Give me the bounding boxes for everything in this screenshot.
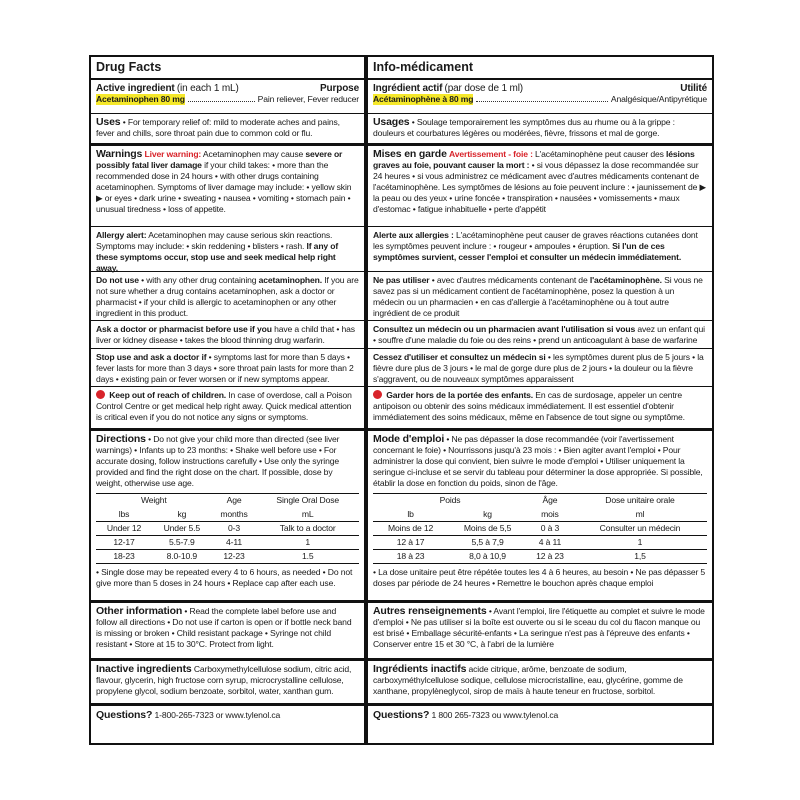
drug-facts-panel-fr bbox=[366, 55, 714, 745]
keep-out-text: En cas de surdosage, appeler un centre antipoison ou obtenir des soins médicaux immédiatement. Il est essentiel d'obtenir immédiatement des soins médicaux, même en l'absence de tout signe ou symptôme. bbox=[373, 390, 685, 422]
table-cell: 12 à 23 bbox=[527, 550, 573, 564]
other-information-section bbox=[368, 603, 712, 661]
uses-section bbox=[368, 114, 712, 146]
table-head-dose: Single Oral Dose bbox=[256, 494, 359, 508]
ask-doctor-section bbox=[91, 321, 364, 349]
table-unit: lb bbox=[373, 508, 448, 522]
table-cell: Consulter un médecin bbox=[573, 522, 707, 536]
other-info-heading: Other information bbox=[96, 605, 183, 617]
warnings-heading: Warnings bbox=[96, 148, 143, 160]
inactive-ingredients-section bbox=[368, 661, 712, 706]
warnings-heading: Mises en garde bbox=[373, 148, 447, 160]
questions-heading: Questions? bbox=[96, 709, 153, 721]
allergy-alert-text: Acetaminophen may cause serious skin reactions. Symptoms may include: • skin reddening • blisters • rash. bbox=[96, 230, 333, 251]
table-cell: 1 bbox=[573, 536, 707, 550]
active-heading-note: (par dose de 1 ml) bbox=[444, 83, 523, 94]
table-row bbox=[96, 550, 359, 564]
liver-warning-text: L'acétaminophène peut causer des bbox=[535, 149, 664, 159]
keep-out-label: Keep out of reach of children. bbox=[109, 390, 227, 400]
table-cell: 8,0 à 10,9 bbox=[448, 550, 527, 564]
allergy-alert-label: Allergy alert: bbox=[96, 230, 147, 240]
dosing-table-header bbox=[96, 494, 359, 508]
ask-doctor-text: have a child that • has liver or kidney disease • takes the blood thinning drug warfarin. bbox=[96, 324, 355, 345]
table-cell: 5.5-7.9 bbox=[152, 536, 212, 550]
do-not-use-label: Ne pas utiliser bbox=[373, 275, 430, 285]
table-unit: kg bbox=[448, 508, 527, 522]
table-cell: 12 à 17 bbox=[373, 536, 448, 550]
inactive-heading: Inactive ingredients bbox=[96, 663, 192, 675]
table-row bbox=[373, 522, 707, 536]
other-info-heading: Autres renseignements bbox=[373, 605, 487, 617]
table-cell: 8.0-10.9 bbox=[152, 550, 212, 564]
allergy-alert-text: L'acétaminophène peut causer de graves réactions cutanées dont les symptômes peuvent inclure : • rougeur • ampoules • éruption. bbox=[373, 230, 698, 251]
questions-section bbox=[91, 706, 364, 724]
table-cell: Under 12 bbox=[96, 522, 152, 536]
panel-title: Info-médicament bbox=[368, 57, 712, 80]
allergy-alert-section bbox=[91, 227, 364, 272]
active-ingredient-name: Acetaminophen 80 mg bbox=[96, 94, 185, 104]
table-cell: 4 à 11 bbox=[527, 536, 573, 550]
table-cell: Under 5.5 bbox=[152, 522, 212, 536]
active-ingredient-name: Acétaminophène à 80 mg bbox=[373, 94, 474, 104]
table-cell: 1.5 bbox=[256, 550, 359, 564]
table-unit: lbs bbox=[96, 508, 152, 522]
table-row bbox=[373, 536, 707, 550]
uses-heading: Uses bbox=[96, 116, 121, 128]
active-heading: Ingrédient actif bbox=[373, 83, 443, 94]
uses-section bbox=[91, 114, 364, 146]
table-unit: kg bbox=[152, 508, 212, 522]
ask-doctor-label: Ask a doctor or pharmacist before use if you bbox=[96, 324, 272, 334]
table-head-dose: Dose unitaire orale bbox=[573, 494, 707, 508]
do-not-use-text: • with any other drug containing bbox=[141, 275, 257, 285]
table-cell: 1 bbox=[256, 536, 359, 550]
table-unit: months bbox=[212, 508, 257, 522]
do-not-use-section bbox=[368, 272, 712, 321]
allergy-alert-label: Alerte aux allergies : bbox=[373, 230, 454, 240]
table-cell: Moins de 12 bbox=[373, 522, 448, 536]
dosing-table bbox=[373, 493, 707, 564]
inactive-heading: Ingrédients inactifs bbox=[373, 663, 467, 675]
questions-text: 1-800-265-7323 or www.tylenol.ca bbox=[154, 710, 281, 720]
table-head-weight: Poids bbox=[373, 494, 527, 508]
directions-section bbox=[368, 431, 712, 603]
table-cell: 18 à 23 bbox=[373, 550, 448, 564]
keep-out-text: In case of overdose, call a Poison Control Centre or get medical help right away. Quick medical attention is critical even if you do not notice any signs or symptoms. bbox=[96, 390, 352, 422]
dosing-table-units bbox=[373, 508, 707, 522]
do-not-use-section bbox=[91, 272, 364, 321]
liver-warning-bold: severe or possibly fatal liver damage bbox=[96, 149, 343, 170]
ask-doctor-text: avez un enfant qui • souffre d'une maladie du foie ou des reins • prend un anticoagulant à base de warfarine bbox=[373, 324, 705, 345]
table-row bbox=[96, 522, 359, 536]
active-ingredient-section bbox=[91, 80, 364, 114]
active-heading: Active ingredient bbox=[96, 83, 175, 94]
liver-warning-section bbox=[368, 146, 712, 227]
table-cell: 4-11 bbox=[212, 536, 257, 550]
stop-sign-icon bbox=[373, 390, 382, 399]
other-info-text: • Avant l'emploi, lire l'étiquette au complet et suivre le mode d'emploi • Ne pas utiliser si la boîte est ouverte ou si le sceau du col du flacon manque ou est brisé • Emballage sécurité-enfants • La seringue n'est pas à l'épreuve des enfants • Conserver entre 15 et 30 °C, à l'abri de la lumière bbox=[373, 606, 705, 649]
active-purpose: Analgésique/Antipyrétique bbox=[610, 94, 707, 104]
questions-heading: Questions? bbox=[373, 709, 430, 721]
questions-section bbox=[368, 706, 712, 724]
stop-sign-icon bbox=[96, 390, 105, 399]
liver-warning-label: Avertissement - foie : bbox=[449, 149, 533, 159]
dosing-table-header bbox=[373, 494, 707, 508]
panel-title: Drug Facts bbox=[91, 57, 364, 80]
table-cell: 12-17 bbox=[96, 536, 152, 550]
table-head-age: Age bbox=[212, 494, 257, 508]
do-not-use-bold: acetaminophen. bbox=[258, 275, 322, 285]
stop-use-text: • les symptômes durent plus de 5 jours • la fièvre dure plus de 3 jours • le mal de gorge dure plus de 2 jours • la douleur ou la fièvre s'aggravent, ou de nouveaux symptômes apparaissent bbox=[373, 352, 704, 384]
stop-use-label: Stop use and ask a doctor if bbox=[96, 352, 207, 362]
do-not-use-bold: l'acétaminophène. bbox=[589, 275, 662, 285]
uses-text: • For temporary relief of: mild to moderate aches and pains, fever and chills, sore throat pain due to common cold or flu. bbox=[96, 117, 340, 138]
directions-heading: Directions bbox=[96, 433, 146, 445]
directions-after-text: • Single dose may be repeated every 4 to 6 hours, as needed • Do not give more than 5 doses in 24 hours • Replace cap after each use. bbox=[96, 567, 353, 588]
inactive-text: acide citrique, arôme, benzoate de sodium, carboxyméthylcellulose sodique, cellulose microcristalline, eau, glycérine, gomme de xanthane, propylèneglycol, sirop de maïs à haute teneur en fructose, sorbitol. bbox=[373, 664, 683, 696]
uses-heading: Usages bbox=[373, 116, 410, 128]
table-unit: mL bbox=[256, 508, 359, 522]
questions-text: 1 800 265-7323 ou www.tylenol.ca bbox=[431, 710, 559, 720]
active-ingredient-section bbox=[368, 80, 712, 114]
directions-text: • Do not give your child more than directed (see liver warnings) • Infants up to 23 months: • Shake well before use • For accurate dosing, follow instructions carefully • Use only the syringe provided and find the right dose on the chart. If possible, dose by weight, otherwise use age. bbox=[96, 434, 340, 488]
do-not-use-label: Do not use bbox=[96, 275, 139, 285]
active-purpose: Pain reliever, Fever reducer bbox=[257, 94, 359, 104]
inactive-ingredients-section bbox=[91, 661, 364, 706]
other-information-section bbox=[91, 603, 364, 661]
allergy-alert-section bbox=[368, 227, 712, 272]
other-info-text: • Read the complete label before use and follow all directions • Do not use if carton is open or if bottle neck band is missing or broken • Child resistant package • Syringe not child resistant • Store at 15 to 30°C. Protect from light. bbox=[96, 606, 352, 649]
purpose-heading: Purpose bbox=[320, 83, 359, 94]
table-cell: Talk to a doctor bbox=[256, 522, 359, 536]
dosing-table-units bbox=[96, 508, 359, 522]
liver-warning-text: Acetaminophen may cause bbox=[202, 149, 304, 159]
table-cell: 1,5 bbox=[573, 550, 707, 564]
ask-doctor-section bbox=[368, 321, 712, 349]
stop-use-text: • symptoms last for more than 5 days • fever lasts for more than 3 days • sore throat pain lasts for more than 2 days • existing pain or fever worsen or if new symptoms appear. bbox=[96, 352, 354, 384]
do-not-use-text: • avec d'autres médicaments contenant de bbox=[431, 275, 588, 285]
allergy-alert-bold: If any of these symptoms occur, stop use and seek medical help right away. bbox=[96, 241, 339, 273]
table-cell: 0-3 bbox=[212, 522, 257, 536]
table-unit: ml bbox=[573, 508, 707, 522]
liver-warning-section bbox=[91, 146, 364, 227]
keep-out-of-reach-section bbox=[368, 387, 712, 431]
allergy-alert-bold: Si l'un de ces symptômes survient, cesser l'emploi et consulter un médecin immédiatement. bbox=[373, 241, 682, 262]
table-unit: mois bbox=[527, 508, 573, 522]
table-head-age: Âge bbox=[527, 494, 573, 508]
dosing-table bbox=[96, 493, 359, 564]
liver-warning-bold: lésions graves au foie, pouvant causer la mort : bbox=[373, 149, 695, 170]
liver-warning-label: Liver warning: bbox=[144, 149, 202, 159]
table-row bbox=[96, 536, 359, 550]
liver-warning-symptoms: • si vous dépassez la dose recommandée sur 24 heures • si vous administrez ce médicament avec d'autres médicaments contenant de l'acétaminophène. Les symptômes de lésions au foie peuvent inclure : • jaunissement de ▶ la peau ou des yeux • urine foncée • transpiration • nausées • vomissements • maux d'estomac • fatigue inhabituelle • perte d'appétit bbox=[373, 160, 706, 214]
directions-section bbox=[91, 431, 364, 603]
directions-after-text: • La dose unitaire peut être répétée toutes les 4 à 6 heures, au besoin • Ne pas dépasser 5 doses par période de 24 heures • Remettre le bouchon après chaque emploi bbox=[373, 567, 706, 588]
keep-out-label: Garder hors de la portée des enfants. bbox=[386, 390, 534, 400]
table-cell: 5,5 à 7,9 bbox=[448, 536, 527, 550]
purpose-heading: Utilité bbox=[680, 83, 707, 94]
ask-doctor-label: Consultez un médecin ou un pharmacien avant l'utilisation si vous bbox=[373, 324, 636, 334]
leader-dots bbox=[476, 101, 608, 102]
active-heading-note: (in each 1 mL) bbox=[176, 83, 239, 94]
table-cell: 12-23 bbox=[212, 550, 257, 564]
stop-use-label: Cessez d'utiliser et consultez un médecin si bbox=[373, 352, 546, 362]
do-not-use-details: Si vous ne savez pas si un médicament contient de l'acétaminophène, posez la question à un médecin ou un pharmacien • en cas d'allergie à l'acétaminophène ou à tout autre ingrédient de ce produit bbox=[373, 275, 703, 318]
table-head-weight: Weight bbox=[96, 494, 212, 508]
table-cell: Moins de 5,5 bbox=[448, 522, 527, 536]
table-cell: 18-23 bbox=[96, 550, 152, 564]
table-cell: 0 à 3 bbox=[527, 522, 573, 536]
inactive-text: Carboxymethylcellulose sodium, citric acid, flavour, glycerin, high fructose corn syrup, microcrystalline cellulose, propylene glycol, sodium benzoate, sorbitol, water, xanthan gum. bbox=[96, 664, 352, 696]
liver-warning-symptoms: if your child takes: • more than the recommended dose in 24 hours • with other drugs containing acetaminophen. Symptoms of liver damage may include: • yellow skin ▶ or eyes • dark urine • sweating • nausea • vomiting • stomach pain • unusual tiredness • loss of appetite. bbox=[96, 160, 352, 214]
leader-dots bbox=[188, 101, 255, 102]
uses-text: • Soulage temporairement les symptômes dus au rhume ou à la grippe : douleurs et courbatures légères ou modérées, fièvre, frissons et mal de gorge. bbox=[373, 117, 675, 138]
directions-text: • Ne pas dépasser la dose recommandée (voir l'avertissement concernant le foie) • Nourrissons jusqu'à 23 mois : • Bien agiter avant l'emploi • Pour administrer la dose qui convient, bien suivre le mode d'emploi • Utiliser uniquement la seringue ci-incluse et se servir du tableau pour déterminer la dose appropriée. Si possible, établir la dose en fonction du poids, sinon de l'âge. bbox=[373, 434, 703, 488]
stop-use-section bbox=[91, 349, 364, 387]
directions-heading: Mode d'emploi bbox=[373, 433, 445, 445]
keep-out-of-reach-section bbox=[91, 387, 364, 431]
do-not-use-details: If you are not sure whether a drug contains acetaminophen, ask a doctor or pharmacist • if your child is allergic to acetaminophen or any other ingredient in this product. bbox=[96, 275, 359, 318]
drug-facts-panel-en bbox=[89, 55, 366, 745]
stop-use-section bbox=[368, 349, 712, 387]
table-row bbox=[373, 550, 707, 564]
